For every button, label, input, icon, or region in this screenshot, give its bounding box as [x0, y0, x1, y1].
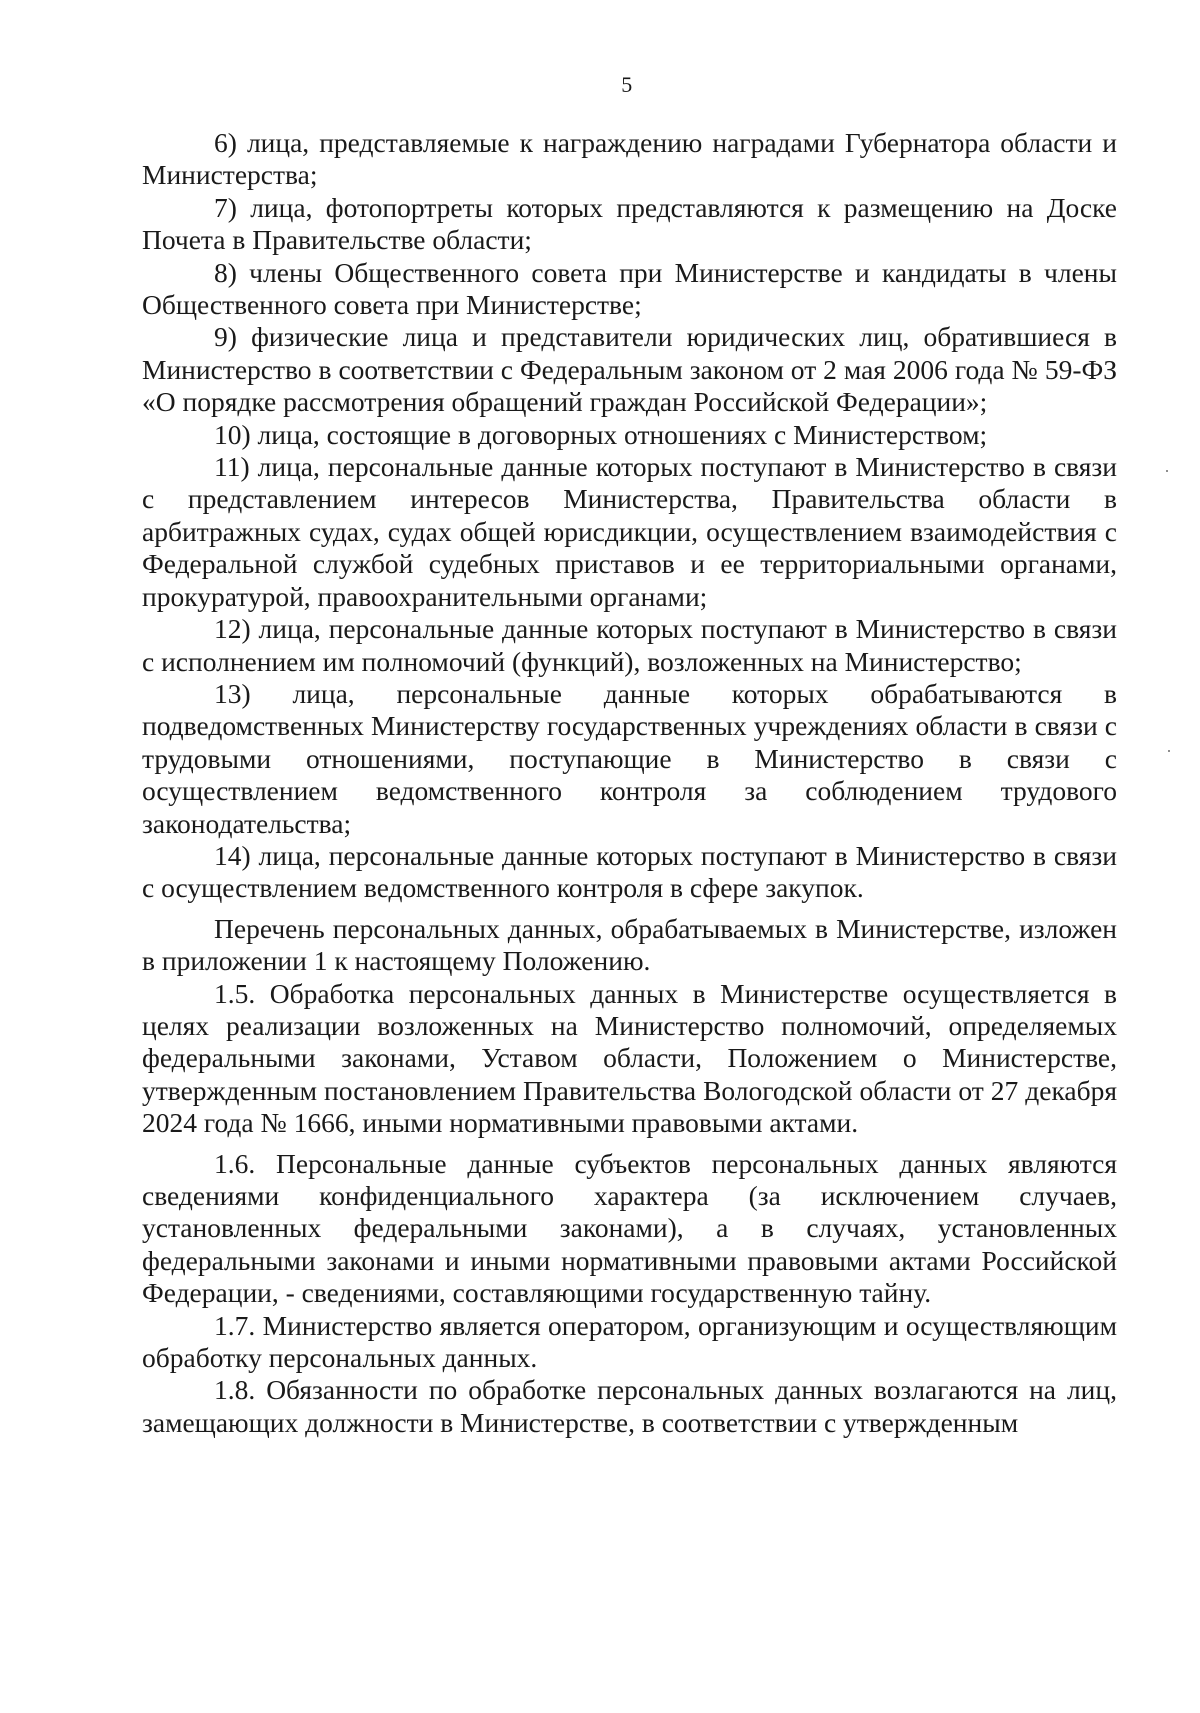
paragraph-item-12: 12) лица, персональные данные которых поступают в Министерство в связи с исполнением им полномочий (функций), возложенных на Министерство; — [142, 613, 1117, 677]
paragraph-section-1-5: 1.5. Обработка персональных данных в Министерстве осуществляется в целях реализации возложенных на Министерство полномочий, определяемых федеральными законами, Уставом области, Положением о Министерстве, утвержденным постановлением Правительства Вологодской области от 27 декабря 2024 года № 1666, иными нормативными правовыми актами. — [142, 977, 1117, 1139]
page-number: 5 — [621, 72, 633, 97]
paragraph-item-8: 8) члены Общественного совета при Министерстве и кандидаты в члены Общественного совета при Министерстве; — [142, 256, 1117, 321]
paragraph-list-reference: Перечень персональных данных, обрабатываемых в Министерстве, изложен в приложении 1 к настоящему Положению. — [142, 912, 1117, 977]
scan-speck — [1168, 750, 1170, 752]
paragraph-item-9: 9) физические лица и представители юридических лиц, обратившиеся в Министерство в соответствии с Федеральным законом от 2 мая 2006 года № 59-ФЗ «О порядке рассмотрения обращений граждан Российской Федерации»; — [142, 321, 1117, 418]
paragraph-item-14: 14) лица, персональные данные которых поступают в Министерство в связи с осуществлением ведомственного контроля в сфере закупок. — [142, 839, 1117, 904]
paragraph-item-10: 10) лица, состоящие в договорных отношениях с Министерством; — [214, 418, 988, 450]
paragraph-item-11: 11) лица, персональные данные которых поступают в Министерство в связи с представлением интересов Министерства, Правительства области в арбитражных судах, судах общей юрисдикции, осуществлением взаимодействия с Федеральной службой судебных приставов и ее территориальными органами, прокуратурой, правоохранительными органами; — [142, 451, 1117, 612]
document-body — [142, 127, 1117, 1439]
paragraph-item-6: 6) лица, представляемые к награждению наградами Губернатора области и Министерства; — [142, 127, 1117, 191]
scan-speck — [1166, 470, 1168, 472]
paragraph-section-1-8: 1.8. Обязанности по обработке персональных данных возлагаются на лиц, замещающих должности в Министерстве, в соответствии с утвержденным — [142, 1374, 1117, 1438]
paragraph-item-13: 13) лица, персональные данные которых обрабатываются в подведомственных Министерству государственных учреждениях области в связи с трудовыми отношениями, поступающие в Министерство в связи с осуществлением ведомственного контроля за соблюдением трудового законодательства; — [142, 677, 1117, 839]
paragraph-section-1-7: 1.7. Министерство является оператором, организующим и осуществляющим обработку персональных данных. — [142, 1309, 1117, 1374]
paragraph-item-7: 7) лица, фотопортреты которых представляются к размещению на Доске Почета в Правительстве области; — [142, 191, 1117, 256]
paragraph-section-1-6: 1.6. Персональные данные субъектов персональных данных являются сведениями конфиденциального характера (за исключением случаев, установленных федеральными законами), а в случаях, установленных федеральными законами и иными нормативными правовыми актами Российской Федерации, - сведениями, составляющими государственную тайну. — [142, 1147, 1117, 1309]
